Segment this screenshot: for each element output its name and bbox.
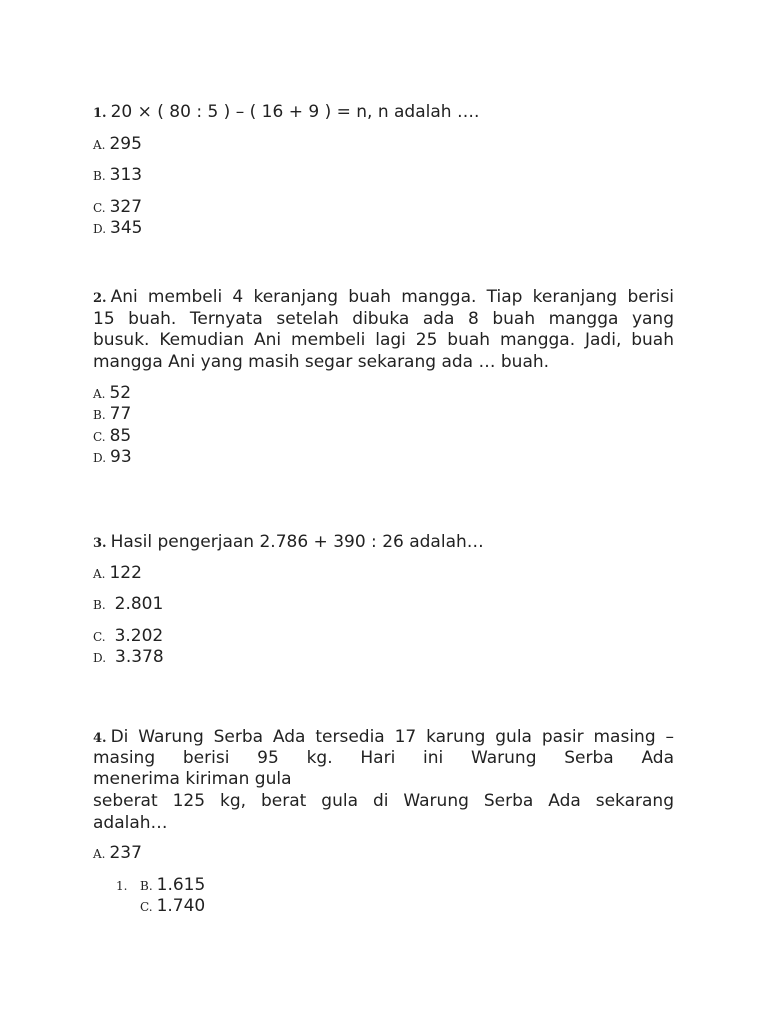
question-text: Hasil pengerjaan 2.786 + 390 : 26 adalah…	[110, 532, 484, 552]
option-letter: C.	[93, 201, 106, 215]
option-value: 3.202	[114, 626, 164, 646]
option-letter: C.	[93, 430, 106, 444]
question-number: 4.	[93, 731, 107, 746]
option-value: 345	[110, 218, 143, 238]
question-4-line-1	[93, 727, 674, 750]
question-1	[93, 102, 479, 124]
option-value: 3.378	[115, 647, 164, 667]
option-letter: A.	[93, 387, 106, 401]
option-letter: D.	[93, 651, 107, 665]
question-4-line-2: masing berisi 95 kg. Hari ini Warung Serba Ada	[93, 748, 674, 768]
question-4-line-3: menerima kiriman gula	[93, 769, 292, 789]
list-marker	[116, 875, 131, 897]
question-4-line-5: adalah…	[93, 813, 168, 833]
option-3c	[93, 626, 163, 648]
option-letter: D.	[93, 222, 107, 236]
option-4c	[140, 896, 205, 918]
question-4-line-4: seberat 125 kg, berat gula di Warung Serba Ada sekarang	[93, 791, 674, 811]
option-letter: C.	[140, 900, 153, 914]
question-2-line-3: busuk. Kemudian Ani membeli lagi 25 buah mangga. Jadi, buah	[93, 330, 674, 350]
option-2c	[93, 426, 131, 448]
option-2b	[93, 404, 131, 426]
option-letter: B.	[93, 598, 106, 612]
option-1d	[93, 218, 142, 240]
option-3d	[93, 647, 164, 669]
option-1b	[93, 165, 142, 187]
question-number: 1.	[93, 106, 107, 121]
option-3b	[93, 594, 163, 616]
option-value: 237	[109, 843, 142, 863]
option-letter: A.	[93, 567, 106, 581]
question-number: 2.	[93, 291, 107, 306]
option-2a	[93, 383, 131, 405]
option-letter: B.	[93, 408, 106, 422]
option-value: 93	[110, 447, 132, 467]
option-letter: D.	[93, 451, 107, 465]
option-letter: A.	[93, 847, 106, 861]
option-value: 122	[109, 563, 142, 583]
option-letter: C.	[93, 630, 106, 644]
list-marker-number: 1.	[116, 879, 128, 893]
question-text: 20 × ( 80 : 5 ) – ( 16 + 9 ) = n, n adalah ….	[110, 102, 480, 122]
option-value: 295	[109, 134, 142, 154]
question-2-line-2: 15 buah. Ternyata setelah dibuka ada 8 buah mangga yang	[93, 309, 674, 329]
option-2d	[93, 447, 132, 469]
question-3	[93, 532, 484, 554]
option-4a	[93, 843, 142, 865]
option-value: 327	[109, 197, 143, 217]
option-1c	[93, 197, 142, 219]
question-2-line-1	[93, 287, 674, 310]
option-value: 2.801	[114, 594, 164, 614]
option-value: 313	[109, 165, 143, 185]
option-value: 1.740	[156, 896, 206, 916]
option-letter: B.	[140, 879, 153, 893]
option-1a	[93, 134, 142, 156]
option-value: 52	[109, 383, 132, 403]
option-value: 85	[109, 426, 132, 446]
option-letter: A.	[93, 138, 106, 152]
question-text: Ani membeli 4 keranjang buah mangga. Tiap keranjang berisi	[110, 287, 674, 307]
option-4b	[140, 875, 205, 897]
option-value: 1.615	[156, 875, 206, 895]
question-number: 3.	[93, 536, 107, 551]
question-2-line-4: mangga Ani yang masih segar sekarang ada … buah.	[93, 352, 550, 372]
option-3a	[93, 563, 142, 585]
option-value: 77	[109, 404, 132, 424]
question-text: Di Warung Serba Ada tersedia 17 karung gula pasir masing –	[110, 727, 674, 747]
option-letter: B.	[93, 169, 106, 183]
